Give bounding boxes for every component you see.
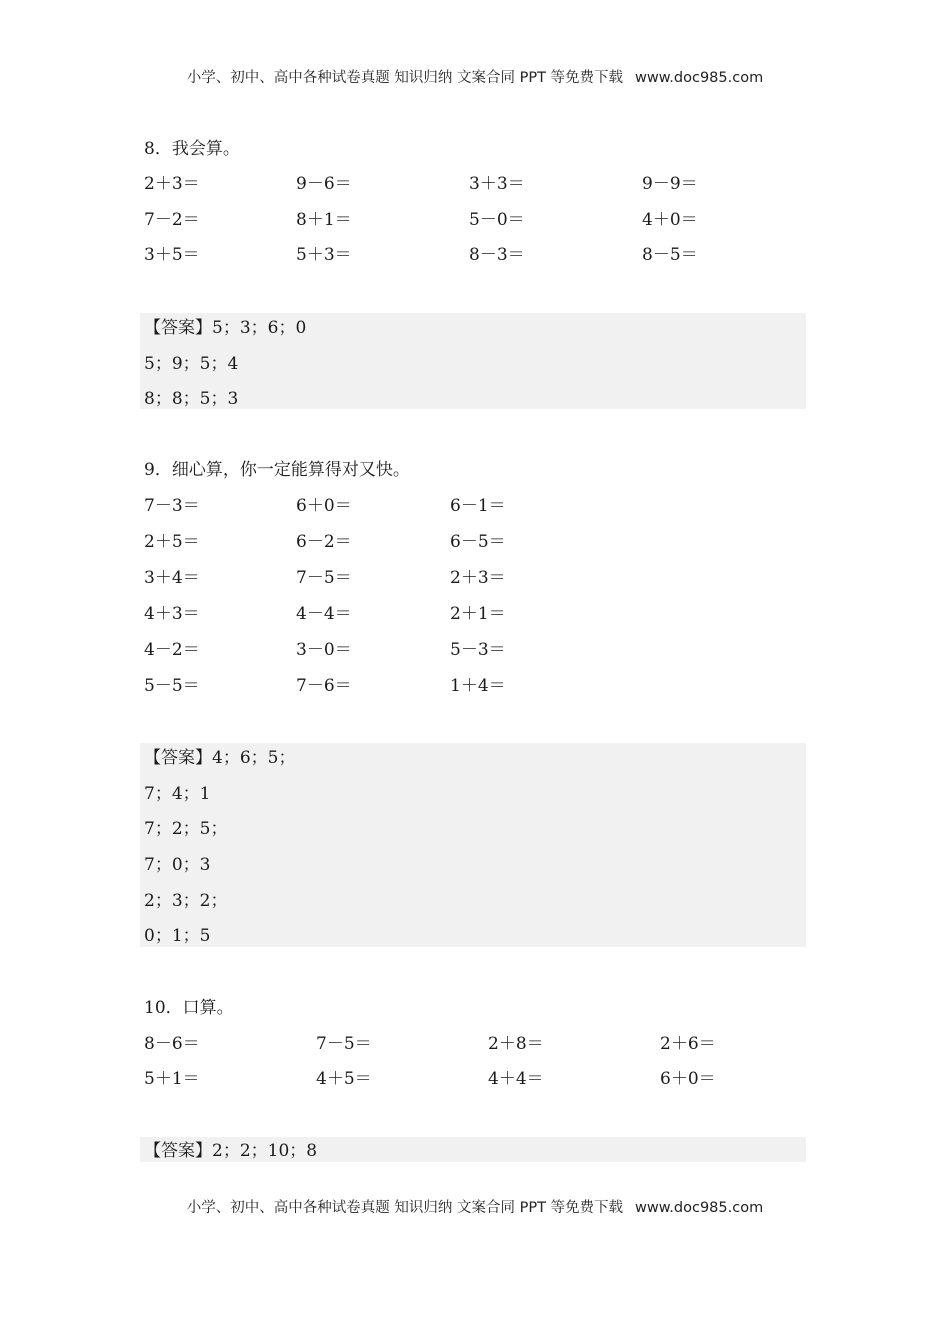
equation: 5＋1＝	[144, 1069, 200, 1089]
equation: 7－5＝	[316, 1034, 372, 1054]
answer-line: 2；3；2；	[144, 891, 228, 911]
header-text: 小学、初中、高中各种试卷真题 知识归纳 文案合同 PPT 等免费下载	[186, 70, 624, 86]
equation: 8－5＝	[642, 245, 698, 265]
equation: 4－2＝	[144, 640, 200, 660]
answer-text: 4；6；5；	[212, 748, 296, 768]
equation: 5－5＝	[144, 676, 200, 696]
equation: 8＋1＝	[296, 210, 352, 230]
page-footer	[0, 1196, 950, 1217]
answer-label: 【答案】	[144, 1141, 212, 1161]
equation: 6＋0＝	[296, 496, 352, 516]
equation: 6－1＝	[450, 496, 506, 516]
equation: 6＋0＝	[660, 1069, 716, 1089]
equation: 8－3＝	[469, 245, 525, 265]
question-10-title: 10．口算。	[144, 998, 234, 1018]
answer-box-10	[140, 1137, 806, 1162]
equation: 3－0＝	[296, 640, 352, 660]
answer-line: 5；9；5；4	[144, 354, 239, 374]
equation: 2＋5＝	[144, 532, 200, 552]
answer-box-9	[140, 743, 806, 947]
question-8-title: 8．我会算。	[144, 139, 240, 159]
equation: 4＋0＝	[642, 210, 698, 230]
page-header	[0, 66, 950, 87]
equation: 6－5＝	[450, 532, 506, 552]
answer-line	[144, 1140, 317, 1162]
answer-label: 【答案】	[144, 318, 212, 338]
answer-text: 5；3；6；0	[212, 318, 307, 338]
footer-url: www.doc985.com	[635, 1200, 764, 1216]
equation: 5－3＝	[450, 640, 506, 660]
equation: 5－0＝	[469, 210, 525, 230]
equation: 2＋3＝	[450, 568, 506, 588]
equation: 3＋3＝	[469, 174, 525, 194]
equation: 2＋3＝	[144, 174, 200, 194]
answer-box-8	[140, 313, 806, 409]
answer-line	[144, 317, 306, 339]
equation: 9－9＝	[642, 174, 698, 194]
equation: 2＋1＝	[450, 604, 506, 624]
footer-text: 小学、初中、高中各种试卷真题 知识归纳 文案合同 PPT 等免费下载	[186, 1200, 624, 1216]
answer-line: 7；0；3	[144, 855, 211, 875]
answer-text: 2；2；10；8	[212, 1141, 318, 1161]
equation: 3＋5＝	[144, 245, 200, 265]
equation: 2＋8＝	[488, 1034, 544, 1054]
equation: 4＋5＝	[316, 1069, 372, 1089]
header-url: www.doc985.com	[635, 70, 764, 86]
answer-label: 【答案】	[144, 748, 212, 768]
equation: 4＋3＝	[144, 604, 200, 624]
equation: 3＋4＝	[144, 568, 200, 588]
answer-line: 7；2；5；	[144, 819, 228, 839]
equation: 8－6＝	[144, 1034, 200, 1054]
answer-line	[144, 747, 295, 769]
equation: 9－6＝	[296, 174, 352, 194]
equation: 6－2＝	[296, 532, 352, 552]
answer-line: 0；1；5	[144, 926, 211, 946]
answer-line: 8；8；5；3	[144, 389, 239, 409]
equation: 4－4＝	[296, 604, 352, 624]
equation: 7－3＝	[144, 496, 200, 516]
equation: 1＋4＝	[450, 676, 506, 696]
equation: 7－5＝	[296, 568, 352, 588]
equation: 4＋4＝	[488, 1069, 544, 1089]
question-9-title: 9．细心算，你一定能算得对又快。	[144, 460, 410, 480]
equation: 7－2＝	[144, 210, 200, 230]
equation: 2＋6＝	[660, 1034, 716, 1054]
equation: 7－6＝	[296, 676, 352, 696]
equation: 5＋3＝	[296, 245, 352, 265]
answer-line: 7；4；1	[144, 784, 211, 804]
